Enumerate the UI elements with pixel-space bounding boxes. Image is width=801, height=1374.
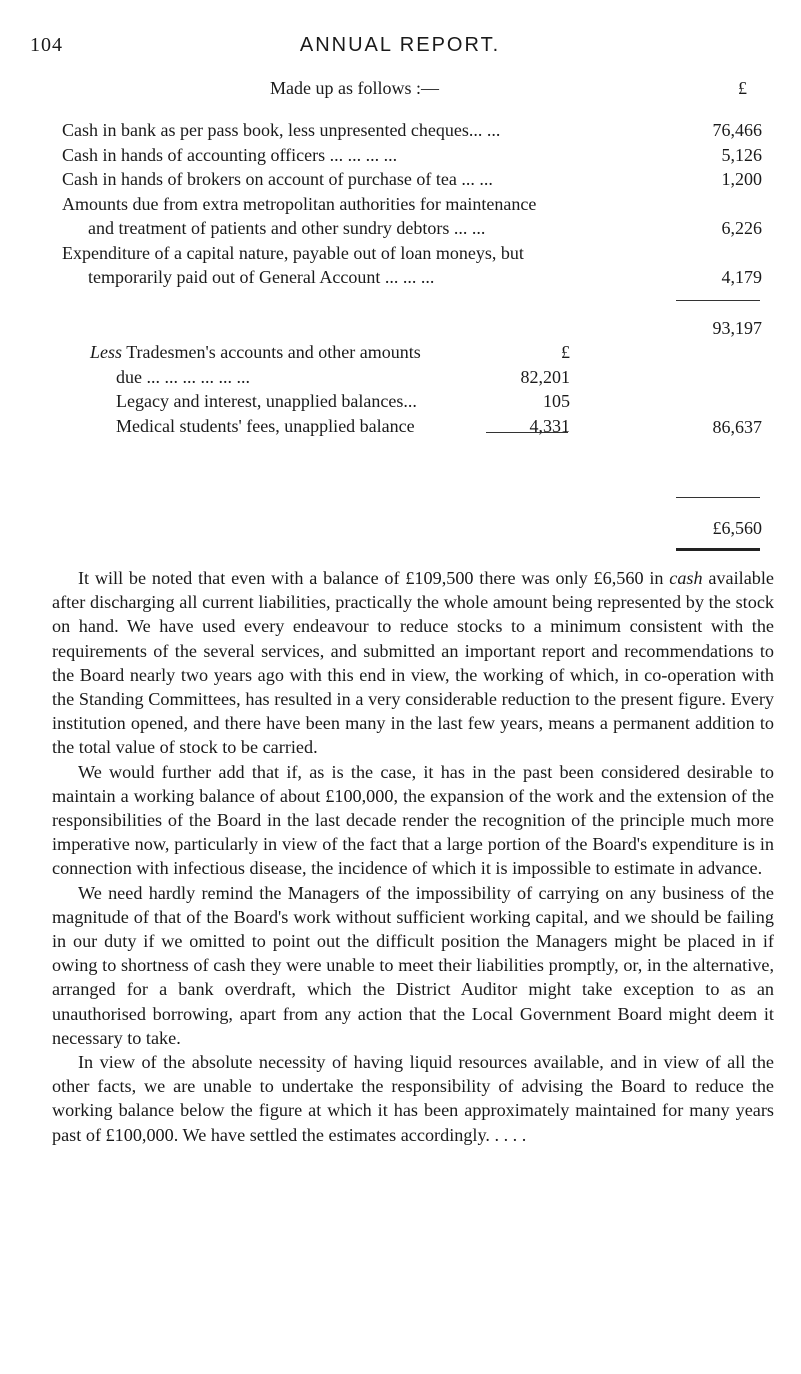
ledger-row bbox=[62, 216, 762, 241]
ledger-amount: 76,466 bbox=[712, 120, 762, 140]
intro-text: Made up as follows :— bbox=[270, 78, 439, 98]
deductions-block bbox=[90, 340, 570, 438]
paragraph: It will be noted that even with a balance of £109,500 there was only £6,560 in cash available after discharging all current liabilities, practically the whole amount being represented by the stock on hand. We have used every endeavour to reduce stocks to a minimum consistent with the requirements of the several services, and submitted an important report and recommendations to the Board nearly two years ago with this end in view, the working of which, in co-operation with the Standing Committees, has resulted in a very considerable reduction to the present figure. Every institution opened, and there have been many in the last few years, means a permanent addition to the total value of stock to be carried. bbox=[52, 568, 774, 758]
net-amount: 86,637 bbox=[712, 417, 762, 437]
ledger-amount: 6,226 bbox=[721, 218, 762, 238]
deduction-amount: 4,331 bbox=[529, 415, 570, 436]
ledger-amount: 5,126 bbox=[721, 144, 762, 165]
page-number: 104 bbox=[30, 34, 63, 56]
subtotal-amount: 93,197 bbox=[712, 318, 762, 338]
deduction-amount: 82,201 bbox=[520, 366, 570, 387]
statement-intro bbox=[0, 78, 801, 104]
deduction-amount: £ bbox=[561, 342, 570, 362]
total-rule bbox=[676, 497, 760, 498]
ledger-amount: 4,179 bbox=[721, 267, 762, 287]
deduction-row bbox=[90, 340, 570, 365]
deductions-rule bbox=[486, 432, 568, 433]
ledger-row bbox=[62, 265, 762, 290]
running-title: ANNUAL REPORT. bbox=[299, 34, 501, 56]
ledger-label: Expenditure of a capital nature, payable out of loan moneys, but bbox=[62, 242, 524, 263]
ledger-label: and treatment of patients and other sundry debtors ... ... bbox=[88, 218, 486, 238]
subtotal-rule bbox=[676, 300, 760, 301]
ledger-label: Cash in bank as per pass book, less unpresented cheques... ... bbox=[62, 120, 501, 140]
paragraph: We would further add that if, as is the case, it has in the past been considered desirable to maintain a working balance of about £100,000, the expansion of the work and the extension of the responsibilities of the Board in the last decade render the recognition of the principle much more imperative now, particularly in view of the fact that a large portion of the Board's expenditure is in connection with infectious disease, the incidence of which it is impossible to estimate in advance. bbox=[52, 761, 774, 879]
deduction-label: Less Tradesmen's accounts and other amounts bbox=[90, 342, 421, 362]
ledger-items bbox=[62, 118, 762, 290]
deduction-label: Medical students' fees, unapplied balance bbox=[116, 415, 415, 436]
paragraph: We need hardly remind the Managers of the impossibility of carrying on any business of the magnitude of that of the Board's work without sufficient working capital, and we should be failing in our duty if we omitted to point out the difficult position the Managers might be placed in if owing to shortness of cash they were unable to meet their liabilities promptly, or, in the alternative, arranged for a bank overdraft, which the District Auditor might take exception to as an unauthorised borrowing, apart from any action that the Local Government Board might deem it necessary to take. bbox=[52, 882, 774, 1048]
deduction-label: Legacy and interest, unapplied balances... bbox=[116, 391, 417, 411]
paragraph: In view of the absolute necessity of having liquid resources available, and in view of all the other facts, we are unable to undertake the responsibility of advising the Board to reduce the working balance below the figure at which it has been approximately maintained for many years past of £100,000. We have settled the estimates accordingly. . . . . bbox=[52, 1052, 774, 1145]
deduction-amount: 105 bbox=[543, 391, 570, 411]
ledger-row bbox=[62, 241, 762, 266]
deduction-row bbox=[90, 389, 570, 414]
report-body bbox=[52, 566, 774, 1147]
currency-heading: £ bbox=[738, 78, 747, 98]
page-header bbox=[30, 34, 770, 64]
ledger-row bbox=[62, 143, 762, 168]
deduction-row bbox=[90, 414, 570, 439]
deduction-row bbox=[90, 365, 570, 390]
deduction-label: due ... ... ... ... ... ... bbox=[116, 366, 250, 387]
ledger-amount: 1,200 bbox=[721, 169, 762, 189]
ledger-row bbox=[62, 118, 762, 143]
ledger-label: Cash in hands of accounting officers ... ... ... ... bbox=[62, 144, 398, 165]
less-prefix: Less bbox=[90, 342, 123, 362]
emphasis: cash bbox=[669, 568, 703, 588]
ledger-label: Amounts due from extra metropolitan authorities for maintenance bbox=[62, 193, 537, 214]
ledger-row bbox=[62, 167, 762, 192]
ledger-label: temporarily paid out of General Account ... ... ... bbox=[88, 267, 435, 287]
balance-double-rule bbox=[676, 548, 760, 551]
ledger-row bbox=[62, 192, 762, 217]
ledger-label: Cash in hands of brokers on account of purchase of tea ... ... bbox=[62, 169, 493, 189]
balance-amount: £6,560 bbox=[712, 518, 762, 538]
